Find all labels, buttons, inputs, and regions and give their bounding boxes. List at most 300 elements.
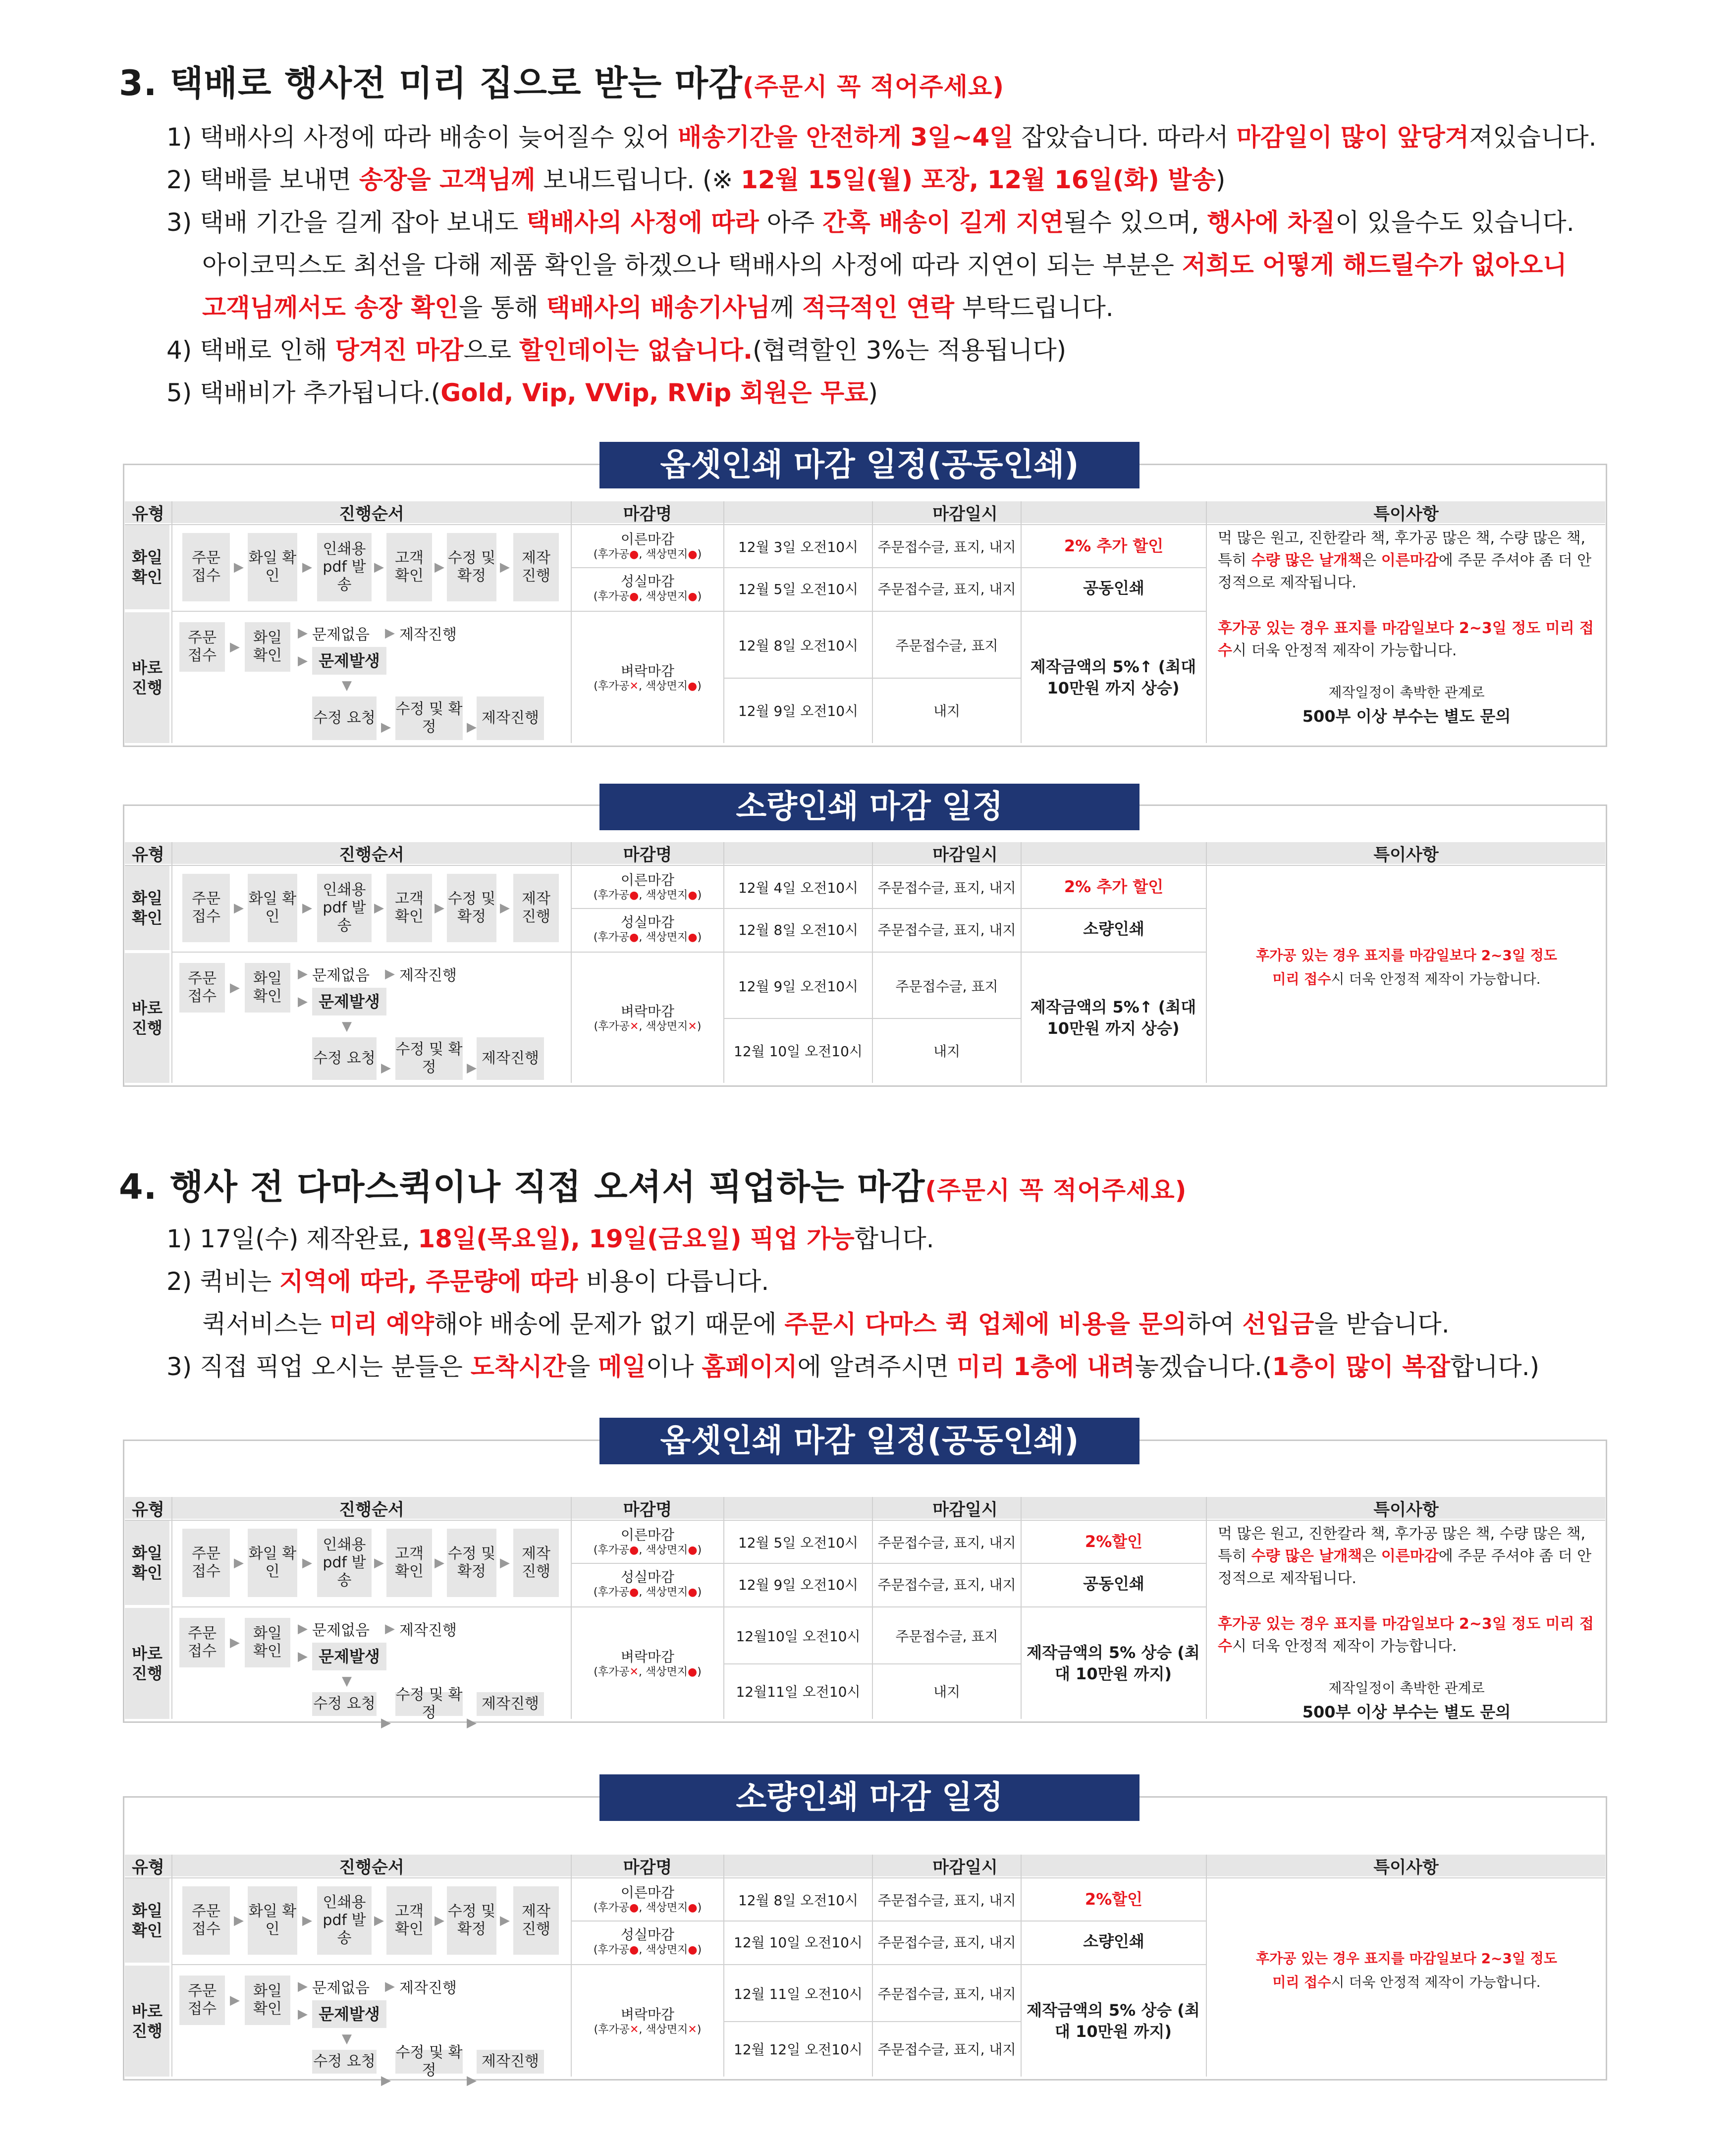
special-note-2 bbox=[1218, 1613, 1595, 1662]
note-text: 먹 많은 원고, 진한칼라 책, 후가공 많은 책, 수량 많은 책, 특히 bbox=[1218, 1525, 1586, 1565]
flow-step-fix: 수정 및 확정 bbox=[447, 874, 496, 942]
item-text: 하여 bbox=[1186, 1310, 1243, 1338]
header-process: 진행순서 bbox=[172, 1497, 571, 1519]
deadline-items: 주문접수글, 표지, 내지 bbox=[877, 538, 1016, 555]
section3-title: 3. 택배로 행사전 미리 집으로 받는 마감(주문시 꼭 적어주세요) bbox=[119, 63, 1005, 104]
col-divider bbox=[171, 1855, 172, 2077]
deadline-items: 주문접수글, 표지 bbox=[895, 638, 998, 654]
item-text: 아주 bbox=[759, 208, 823, 237]
flow-req: 수정 요청 bbox=[312, 696, 377, 740]
arrow-icon: ▼ bbox=[342, 678, 352, 693]
item-text: 비용이 다릅니다. bbox=[578, 1267, 769, 1296]
col-divider bbox=[872, 501, 873, 743]
arrow-icon: ▶ bbox=[298, 994, 308, 1009]
item-text: 부탁드립니다. bbox=[954, 293, 1114, 322]
item-text: 1) 17일(수) 제작완료, bbox=[166, 1225, 418, 1253]
deadline-label: 성실마감 bbox=[620, 914, 675, 931]
deadline-date: 12월 9일 오전10시 bbox=[738, 703, 859, 719]
col-divider bbox=[1021, 842, 1022, 1083]
benefit-discount: 2%할인 bbox=[1085, 1532, 1143, 1551]
item-text: 이나 bbox=[646, 1352, 702, 1381]
item-text: 보내드립니다. bbox=[535, 165, 703, 194]
deadline-items: 주문접수글, 표지, 내지 bbox=[877, 2041, 1016, 2058]
arrow-icon: ▶ bbox=[230, 1635, 240, 1650]
row-type-label: 화일 확인 bbox=[132, 1901, 163, 1940]
deadline-date: 12월 8일 오전10시 bbox=[738, 921, 859, 938]
highlight-text: 메일 bbox=[598, 1352, 646, 1381]
section4-item bbox=[166, 1227, 934, 1251]
deadline-name bbox=[572, 953, 723, 1083]
deadline-items: 내지 bbox=[933, 1684, 961, 1700]
flow-ok: 문제없음 bbox=[312, 967, 370, 984]
item-text: ) bbox=[868, 378, 878, 407]
note-text: 먹 많은 원고, 진한칼라 책, 후가공 많은 책, 수량 많은 책, 특히 bbox=[1218, 530, 1586, 569]
deadline-name bbox=[572, 525, 723, 567]
deadline-date: 12월11일 오전10시 bbox=[736, 1684, 861, 1700]
arrow-icon: ▶ bbox=[385, 1979, 395, 1994]
item-text: 을 통해 bbox=[458, 293, 546, 322]
arrow-icon: ▶ bbox=[467, 1061, 477, 1075]
flow-step-file: 화일 확인 bbox=[245, 1976, 290, 2025]
arrow-icon: ▶ bbox=[381, 1715, 391, 1730]
deadline-sub: (후가공●, 색상면지●) bbox=[593, 590, 702, 603]
deadline-name bbox=[572, 612, 723, 743]
flow-step-order: 주문 접수 bbox=[179, 963, 225, 1013]
col-divider bbox=[723, 1497, 724, 1719]
section4-note: (주문시 꼭 적어주세요) bbox=[925, 1176, 1187, 1205]
row-type-label: 화일 확인 bbox=[132, 548, 163, 587]
arrow-icon: ▶ bbox=[230, 1993, 240, 2008]
table-banner: 소량인쇄 마감 일정 bbox=[599, 1774, 1139, 1821]
special-note-1: 후가공 있는 경우 표지를 마감일보다 2~3일 정도 bbox=[1256, 947, 1557, 963]
note-highlight: 후가공 있는 경우 표지를 마감일보다 2~3일 정도 미리 접수 bbox=[1218, 1615, 1594, 1655]
deadline-sub: (후가공●, 색상면지●) bbox=[593, 548, 702, 561]
item-text: 잡았습니다. 따라서 bbox=[1013, 123, 1237, 152]
flow-step-order: 주문 접수 bbox=[179, 622, 225, 672]
benefit-discount: 2% 추가 할인 bbox=[1064, 877, 1164, 896]
flow-step-cust: 고객 확인 bbox=[386, 874, 432, 942]
highlight-text: Gold, Vip, VVip, RVip 회원은 무료 bbox=[440, 378, 868, 407]
section3-item bbox=[166, 210, 1574, 235]
item-text: 1) 택배사의 사정에 따라 배송이 늦어질수 있어 bbox=[166, 123, 678, 152]
arrow-icon: ▶ bbox=[230, 980, 240, 995]
item-text: 합니다.) bbox=[1450, 1352, 1540, 1381]
arrow-icon: ▶ bbox=[374, 1555, 384, 1570]
deadline-label: 이른마감 bbox=[620, 872, 675, 889]
item-text: (※ bbox=[702, 165, 741, 194]
flow-fix2: 수정 및 확정 bbox=[395, 2044, 463, 2079]
row-type-direct bbox=[125, 1966, 169, 2077]
col-divider bbox=[1021, 1855, 1022, 2077]
flow-issue: 문제발생 bbox=[312, 2000, 386, 2028]
arrow-icon: ▶ bbox=[381, 720, 391, 735]
deadline-sub: (후가공✕, 색상면지✕) bbox=[594, 1020, 702, 1033]
arrow-icon: ▶ bbox=[234, 1555, 244, 1570]
section4-item bbox=[166, 1354, 1539, 1379]
row-type-check bbox=[125, 866, 169, 950]
row-divider bbox=[125, 865, 1605, 866]
flow-step-fix: 수정 및 확정 bbox=[447, 1886, 496, 1955]
flow-issue: 문제발생 bbox=[312, 988, 386, 1015]
row-type-label: 화일 확인 bbox=[132, 1544, 163, 1582]
deadline-sub: (후가공✕, 색상면지●) bbox=[594, 680, 702, 693]
table-banner: 옵셋인쇄 마감 일정(공동인쇄) bbox=[599, 1418, 1139, 1464]
item-text: 퀵서비스는 bbox=[202, 1310, 330, 1338]
highlight-text: 미리 1층에 내려 bbox=[957, 1352, 1135, 1381]
item-text: 2) 퀵비는 bbox=[166, 1267, 280, 1296]
flow-go2: 제작진행 bbox=[477, 696, 544, 740]
note-text: 시 더욱 안정적 제작이 가능합니다. bbox=[1331, 1974, 1541, 1990]
deadline-items: 주문접수글, 표지 bbox=[895, 1628, 998, 1645]
highlight-text: 할인데이는 없습니다. bbox=[519, 336, 753, 365]
special-note-2 bbox=[1218, 617, 1595, 667]
deadline-date: 12월 10일 오전10시 bbox=[734, 1043, 863, 1060]
item-text: 3) 직접 픽업 오시는 분들은 bbox=[166, 1352, 471, 1381]
col-divider bbox=[571, 1855, 572, 2077]
note-text: 에 주문 주셔야 좀 더 안정적으로 제작됩니다. bbox=[1218, 1548, 1592, 1587]
highlight-text: 택배사의 배송기사님 bbox=[546, 293, 770, 322]
section4-item bbox=[166, 1269, 769, 1294]
item-text: 을 받습니다. bbox=[1314, 1310, 1450, 1338]
flow-step-pdf: 인쇄용 pdf 발송 bbox=[317, 533, 372, 601]
arrow-icon: ▶ bbox=[385, 1621, 395, 1636]
item-text: 이 있을수도 있습니다. bbox=[1335, 208, 1574, 237]
col-divider bbox=[1021, 501, 1022, 743]
flow-step-order: 주문 접수 bbox=[182, 874, 230, 942]
row-type-direct bbox=[125, 1608, 169, 1719]
deadline-date: 12월 8일 오전10시 bbox=[738, 1892, 859, 1909]
section3-item bbox=[166, 167, 1225, 192]
header-deadline: 마감명 bbox=[572, 1497, 723, 1519]
item-text: 께 bbox=[770, 293, 802, 322]
row-type-check bbox=[125, 1521, 169, 1605]
flow-fix2: 수정 및 확정 bbox=[395, 1686, 463, 1721]
flow-fix2: 수정 및 확정 bbox=[395, 1037, 463, 1080]
deadline-items: 주문접수글, 표지, 내지 bbox=[877, 1534, 1016, 1551]
col-divider bbox=[571, 842, 572, 1083]
arrow-icon: ▶ bbox=[467, 1715, 477, 1730]
note-highlight: 미리 접수 bbox=[1272, 1974, 1331, 1990]
section3-item bbox=[166, 380, 878, 405]
highlight-text: 12월 15일(월) 포장, 12월 16일(화) 발송 bbox=[741, 165, 1216, 194]
deadline-name bbox=[572, 1878, 723, 1921]
deadline-date: 12월 11일 오전10시 bbox=[734, 1986, 863, 2002]
benefit-type: 공동인쇄 bbox=[1083, 1574, 1144, 1593]
col-divider bbox=[1206, 1855, 1207, 2077]
deadline-items: 내지 bbox=[933, 703, 961, 719]
arrow-icon: ▶ bbox=[500, 560, 510, 575]
deadline-sub: (후가공●, 색상면지●) bbox=[593, 1586, 702, 1599]
arrow-icon: ▼ bbox=[342, 2031, 352, 2046]
flow-req: 수정 요청 bbox=[312, 1037, 377, 1080]
header-type: 유형 bbox=[125, 1497, 171, 1519]
flow-step-file: 화일 확인 bbox=[248, 533, 297, 601]
section4-item bbox=[202, 1312, 1450, 1336]
header-special: 특이사항 bbox=[1207, 1497, 1605, 1519]
row-type-label: 바로 진행 bbox=[132, 658, 163, 697]
flow-step-order: 주문 접수 bbox=[179, 1976, 225, 2025]
special-note-2 bbox=[1218, 1972, 1595, 1995]
header-datetime: 마감일시 bbox=[724, 1497, 1206, 1519]
deadline-date: 12월 8일 오전10시 bbox=[738, 638, 859, 654]
deadline-date: 12월 3일 오전10시 bbox=[738, 538, 859, 555]
deadline-label: 벼락마감 bbox=[620, 1003, 675, 1019]
flow-go: 제작진행 bbox=[399, 1979, 457, 1997]
note-text: 에 주문 주셔야 좀 더 안정적으로 제작됩니다. bbox=[1218, 552, 1592, 591]
note-text: 시 더욱 안정적 제작이 가능합니다. bbox=[1331, 971, 1541, 987]
flow-step-pdf: 인쇄용 pdf 발송 bbox=[317, 874, 372, 942]
deadline-date: 12월 5일 오전10시 bbox=[738, 581, 859, 597]
arrow-icon: ▶ bbox=[302, 1555, 312, 1570]
item-text: 해야 배송에 문제가 없기 때문에 bbox=[434, 1310, 785, 1338]
col-divider bbox=[571, 501, 572, 743]
deadline-label: 성실마감 bbox=[620, 1569, 675, 1586]
arrow-icon: ▶ bbox=[500, 901, 510, 915]
deadline-label: 이른마감 bbox=[620, 1884, 675, 1901]
col-divider bbox=[171, 842, 172, 1083]
item-text: 을 bbox=[566, 1352, 598, 1381]
deadline-label: 성실마감 bbox=[620, 573, 675, 590]
deadline-items: 주문접수글, 표지, 내지 bbox=[877, 1892, 1016, 1909]
header-special: 특이사항 bbox=[1207, 1855, 1605, 1876]
benefit-discount: 2% 추가 할인 bbox=[1064, 536, 1164, 555]
arrow-icon: ▶ bbox=[302, 901, 312, 915]
row-divider bbox=[171, 1964, 1206, 1965]
col-divider bbox=[1206, 842, 1207, 1083]
deadline-label: 이른마감 bbox=[620, 1527, 675, 1544]
deadline-items: 내지 bbox=[933, 1043, 961, 1060]
arrow-icon: ▶ bbox=[434, 1555, 444, 1570]
highlight-text: 행사에 차질 bbox=[1207, 208, 1336, 237]
row-divider bbox=[125, 1877, 1605, 1878]
special-note-2 bbox=[1218, 968, 1595, 992]
deadline-label: 벼락마감 bbox=[620, 2006, 675, 2023]
highlight-text: 주문시 다마스 퀵 업체에 비용을 문의 bbox=[784, 1310, 1187, 1338]
deadline-sub: (후가공●, 색상면지●) bbox=[593, 889, 702, 902]
col-divider bbox=[872, 1497, 873, 1719]
row-divider bbox=[125, 1520, 1605, 1521]
col-divider bbox=[872, 842, 873, 1083]
flow-ok: 문제없음 bbox=[312, 626, 370, 643]
deadline-label: 벼락마감 bbox=[620, 1648, 675, 1665]
highlight-text: 고객님께서도 송장 확인 bbox=[202, 293, 459, 322]
deadline-date: 12월 9일 오전10시 bbox=[738, 978, 859, 995]
highlight-text: 배송기간을 안전하게 3일~4일 bbox=[677, 123, 1014, 152]
flow-issue: 문제발생 bbox=[312, 647, 386, 675]
highlight-text: 도착시간 bbox=[470, 1352, 566, 1381]
row-divider bbox=[571, 1563, 1206, 1564]
row-divider bbox=[571, 908, 1206, 909]
flow-ok: 문제없음 bbox=[312, 1979, 370, 1997]
flow-go2: 제작진행 bbox=[477, 2050, 544, 2074]
deadline-items: 주문접수글, 표지 bbox=[895, 978, 998, 995]
arrow-icon: ▶ bbox=[500, 1913, 510, 1928]
benefit-type: 공동인쇄 bbox=[1083, 578, 1144, 597]
arrow-icon: ▶ bbox=[374, 560, 384, 575]
deadline-sub: (후가공●, 색상면지●) bbox=[593, 1944, 702, 1957]
header-deadline: 마감명 bbox=[572, 842, 723, 864]
arrow-icon: ▶ bbox=[298, 653, 308, 668]
item-text: 2) 택배를 보내면 bbox=[166, 165, 359, 194]
row-type-direct bbox=[125, 612, 169, 743]
deadline-date: 12월10일 오전10시 bbox=[736, 1628, 861, 1645]
highlight-text: 마감일이 많이 앞당겨 bbox=[1236, 123, 1469, 152]
deadline-items: 주문접수글, 표지, 내지 bbox=[877, 1986, 1016, 2002]
deadline-label: 이른마감 bbox=[620, 531, 675, 548]
flow-step-file: 화일 확인 bbox=[245, 622, 290, 672]
flow-ok: 문제없음 bbox=[312, 1622, 370, 1639]
deadline-sub: (후가공✕, 색상면지✕) bbox=[594, 2023, 702, 2036]
arrow-icon: ▶ bbox=[467, 720, 477, 735]
item-text: 놓겠습니다.( bbox=[1135, 1352, 1272, 1381]
arrow-icon: ▶ bbox=[302, 560, 312, 575]
deadline-sub: (후가공●, 색상면지●) bbox=[593, 1902, 702, 1915]
flow-step-order: 주문 접수 bbox=[182, 1886, 230, 1955]
highlight-text: 홈페이지 bbox=[702, 1352, 798, 1381]
flow-step-order: 주문 접수 bbox=[182, 1529, 230, 1597]
col-divider bbox=[171, 501, 172, 743]
arrow-icon: ▶ bbox=[302, 1913, 312, 1928]
note-text: 은 bbox=[1362, 552, 1381, 569]
deadline-name bbox=[572, 567, 723, 609]
deadline-name bbox=[572, 866, 723, 908]
benefit-discount: 2%할인 bbox=[1085, 1889, 1143, 1909]
flow-step-file: 화일 확인 bbox=[248, 1886, 297, 1955]
arrow-icon: ▶ bbox=[434, 560, 444, 575]
header-type: 유형 bbox=[125, 501, 171, 523]
flow-go2: 제작진행 bbox=[477, 1037, 544, 1080]
arrow-icon: ▶ bbox=[298, 1621, 308, 1636]
row-divider bbox=[125, 524, 1605, 525]
item-text: (협력할인 3%는 적용됩니다) bbox=[753, 336, 1067, 365]
header-special: 특이사항 bbox=[1207, 842, 1605, 864]
flow-step-file: 화일 확인 bbox=[248, 874, 297, 942]
header-datetime: 마감일시 bbox=[724, 501, 1206, 523]
special-note-1 bbox=[1218, 527, 1595, 601]
arrow-icon: ▶ bbox=[298, 2007, 308, 2022]
header-process: 진행순서 bbox=[172, 842, 571, 864]
deadline-items: 주문접수글, 표지, 내지 bbox=[877, 581, 1016, 597]
item-text: 4) 택배로 인해 bbox=[166, 336, 335, 365]
row-divider bbox=[171, 611, 1206, 612]
flow-step-make: 제작 진행 bbox=[513, 1886, 559, 1955]
deadline-date: 12월 4일 오전10시 bbox=[738, 879, 859, 896]
deadline-name bbox=[572, 1521, 723, 1563]
flow-fix2: 수정 및 확정 bbox=[395, 696, 463, 740]
table-banner: 소량인쇄 마감 일정 bbox=[599, 784, 1139, 830]
section4-title: 4. 행사 전 다마스퀵이나 직접 오셔서 픽업하는 마감(주문시 꼭 적어주세요) bbox=[119, 1167, 1187, 1207]
highlight-text: 택배사의 사정에 따라 bbox=[526, 208, 759, 237]
item-text: 으로 bbox=[463, 336, 519, 365]
row-type-check bbox=[125, 1878, 169, 1963]
flow-step-cust: 고객 확인 bbox=[386, 1886, 432, 1955]
deadline-date: 12월 9일 오전10시 bbox=[738, 1576, 859, 1593]
arrow-icon: ▶ bbox=[234, 901, 244, 915]
flow-step-pdf: 인쇄용 pdf 발송 bbox=[317, 1886, 372, 1955]
arrow-icon: ▶ bbox=[434, 901, 444, 915]
header-special: 특이사항 bbox=[1207, 501, 1605, 523]
benefit-rush: 제작금액의 5% 상승 (최대 10만원 까지) bbox=[1027, 2000, 1200, 2041]
benefit-rush: 제작금액의 5% 상승 (최대 10만원 까지) bbox=[1027, 1643, 1200, 1683]
header-datetime: 마감일시 bbox=[724, 1855, 1206, 1876]
highlight-text: 미리 예약 bbox=[329, 1310, 434, 1338]
flow-step-file: 화일 확인 bbox=[248, 1529, 297, 1597]
flow-step-fix: 수정 및 확정 bbox=[447, 1529, 496, 1597]
deadline-items: 주문접수글, 표지, 내지 bbox=[877, 921, 1016, 938]
section3-item bbox=[166, 338, 1066, 363]
flow-step-pdf: 인쇄용 pdf 발송 bbox=[317, 1529, 372, 1597]
deadline-items: 주문접수글, 표지, 내지 bbox=[877, 1576, 1016, 1593]
header-type: 유형 bbox=[125, 1855, 171, 1876]
section3-item bbox=[202, 295, 1114, 320]
header-datetime: 마감일시 bbox=[724, 842, 1206, 864]
highlight-text: 1층이 많이 복잡 bbox=[1272, 1352, 1450, 1381]
benefit-rush: 제작금액의 5%↑ (최대 10만원 까지 상승) bbox=[1030, 657, 1196, 697]
row-type-check bbox=[125, 525, 169, 609]
col-divider bbox=[171, 1497, 172, 1719]
flow-req: 수정 요청 bbox=[312, 2050, 377, 2074]
deadline-sub: (후가공●, 색상면지●) bbox=[593, 931, 702, 944]
row-type-label: 바로 진행 bbox=[132, 2002, 163, 2040]
deadline-items: 주문접수글, 표지, 내지 bbox=[877, 1934, 1016, 1951]
highlight-text: 간혹 배송이 길게 지연 bbox=[822, 208, 1064, 237]
arrow-icon: ▼ bbox=[342, 1019, 352, 1034]
note-highlight: 미리 접수 bbox=[1272, 971, 1331, 987]
special-note-1: 후가공 있는 경우 표지를 마감일보다 2~3일 정도 bbox=[1256, 1950, 1557, 1967]
item-text: 져있습니다. bbox=[1469, 123, 1597, 152]
special-note-3: 제작일정이 촉박한 관계로 bbox=[1328, 1680, 1485, 1696]
header-process: 진행순서 bbox=[172, 501, 571, 523]
deadline-name bbox=[572, 1966, 723, 2077]
note-text: 시 더욱 안정적 제작이 가능합니다. bbox=[1232, 1638, 1457, 1655]
flow-issue: 문제발생 bbox=[312, 1643, 386, 1670]
highlight-text: 지역에 따라, 주문량에 따라 bbox=[279, 1267, 578, 1296]
arrow-icon: ▶ bbox=[500, 1555, 510, 1570]
row-divider bbox=[571, 1921, 1206, 1922]
row-divider bbox=[571, 567, 1206, 568]
header-process: 진행순서 bbox=[172, 1855, 571, 1876]
row-divider bbox=[171, 952, 1206, 953]
flow-step-make: 제작 진행 bbox=[513, 874, 559, 942]
row-type-direct bbox=[125, 953, 169, 1083]
item-text: 에 알려주시면 bbox=[797, 1352, 957, 1381]
arrow-icon: ▶ bbox=[381, 1061, 391, 1075]
arrow-icon: ▶ bbox=[234, 560, 244, 575]
deadline-sub: (후가공●, 색상면지●) bbox=[593, 1544, 702, 1557]
flow-step-cust: 고객 확인 bbox=[386, 1529, 432, 1597]
deadline-date: 12월 10일 오전10시 bbox=[734, 1934, 863, 1951]
flow-go: 제작진행 bbox=[399, 626, 457, 643]
row-type-label: 바로 진행 bbox=[132, 1644, 163, 1683]
arrow-icon: ▶ bbox=[234, 1913, 244, 1928]
highlight-text: 선입금 bbox=[1242, 1310, 1314, 1338]
col-divider bbox=[571, 1497, 572, 1719]
item-text: 합니다. bbox=[854, 1225, 934, 1253]
header-deadline: 마감명 bbox=[572, 1855, 723, 1876]
table-banner: 옵셋인쇄 마감 일정(공동인쇄) bbox=[599, 442, 1139, 488]
deadline-name bbox=[572, 1921, 723, 1963]
deadline-name bbox=[572, 1563, 723, 1605]
special-note-3: 제작일정이 촉박한 관계로 bbox=[1328, 684, 1485, 700]
deadline-sub: (후가공✕, 색상면지●) bbox=[594, 1665, 702, 1678]
highlight-text: 송장을 고객님께 bbox=[359, 165, 536, 194]
col-divider bbox=[723, 1855, 724, 2077]
special-note-4: 500부 이상 부수는 별도 문의 bbox=[1302, 707, 1511, 726]
deadline-date: 12월 12일 오전10시 bbox=[734, 2041, 863, 2058]
flow-step-file: 화일 확인 bbox=[245, 963, 290, 1013]
flow-step-file: 화일 확인 bbox=[245, 1618, 290, 1667]
section3-note: (주문시 꼭 적어주세요) bbox=[742, 72, 1005, 101]
